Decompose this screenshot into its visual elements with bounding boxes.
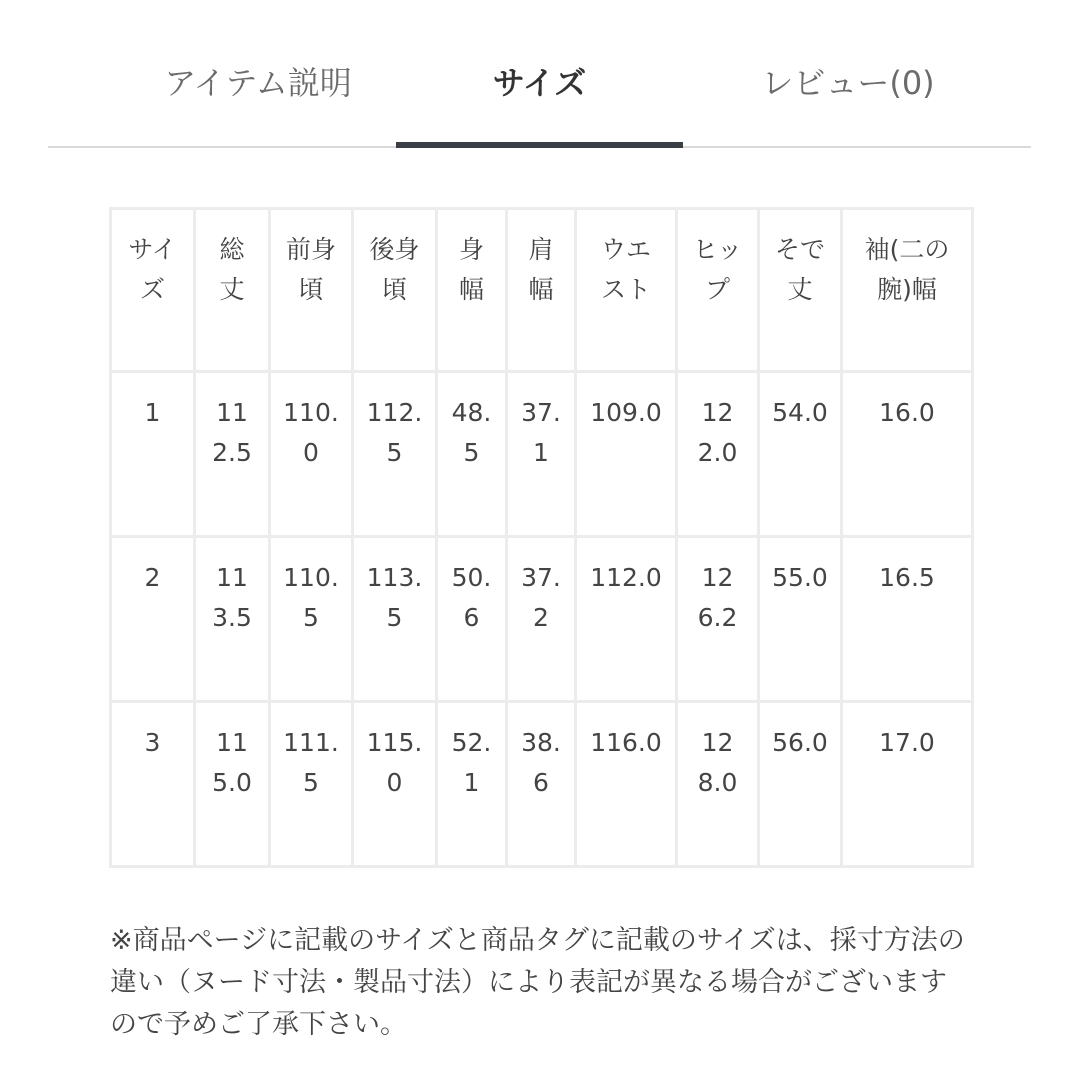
table-cell: 16.0 xyxy=(842,372,973,537)
table-cell: 112.0 xyxy=(576,537,677,702)
header-hip: ヒップ xyxy=(677,209,759,372)
table-cell: 48.5 xyxy=(437,372,507,537)
table-cell: 110.5 xyxy=(270,537,353,702)
table-cell: 112.5 xyxy=(195,372,270,537)
table-cell: 116.0 xyxy=(576,702,677,867)
table-row xyxy=(111,372,973,537)
table-cell: 111.5 xyxy=(270,702,353,867)
table-cell: 3 xyxy=(111,702,195,867)
table-cell: 122.0 xyxy=(677,372,759,537)
table-cell: 16.5 xyxy=(842,537,973,702)
table-cell: 115.0 xyxy=(195,702,270,867)
table-row xyxy=(111,537,973,702)
table-cell: 56.0 xyxy=(759,702,842,867)
table-cell: 110.0 xyxy=(270,372,353,537)
tab-item-description[interactable]: アイテム説明 xyxy=(164,64,352,102)
table-cell: 2 xyxy=(111,537,195,702)
header-back-length: 後身頃 xyxy=(353,209,437,372)
table-cell: 17.0 xyxy=(842,702,973,867)
table-cell: 37.2 xyxy=(507,537,576,702)
table-cell: 113.5 xyxy=(353,537,437,702)
table-cell: 128.0 xyxy=(677,702,759,867)
header-shoulder-width: 肩幅 xyxy=(507,209,576,372)
table-cell: 115.0 xyxy=(353,702,437,867)
header-total-length: 総丈 xyxy=(195,209,270,372)
header-upper-arm-width: 袖(二の腕)幅 xyxy=(842,209,973,372)
table-cell: 54.0 xyxy=(759,372,842,537)
tab-reviews[interactable]: レビュー(0) xyxy=(761,64,935,102)
tab-size[interactable]: サイズ xyxy=(492,64,587,102)
table-cell: 52.1 xyxy=(437,702,507,867)
size-table xyxy=(109,207,974,868)
table-header-row xyxy=(111,209,973,372)
table-cell: 55.0 xyxy=(759,537,842,702)
table-cell: 1 xyxy=(111,372,195,537)
header-sleeve-length: そで丈 xyxy=(759,209,842,372)
table-cell: 112.5 xyxy=(353,372,437,537)
header-size: サイズ xyxy=(111,209,195,372)
header-front-length: 前身頃 xyxy=(270,209,353,372)
size-disclaimer-note: ※商品ページに記載のサイズと商品タグに記載のサイズは、採寸方法の違い（ヌード寸法・製品寸法）により表記が異なる場合がございますので予めご了承下さい。 xyxy=(110,925,965,1040)
active-tab-indicator xyxy=(396,142,683,148)
header-body-width: 身幅 xyxy=(437,209,507,372)
table-cell: 50.6 xyxy=(437,537,507,702)
tab-bar xyxy=(48,0,1031,148)
table-cell: 126.2 xyxy=(677,537,759,702)
header-waist: ウエスト xyxy=(576,209,677,372)
table-cell: 37.1 xyxy=(507,372,576,537)
table-cell: 113.5 xyxy=(195,537,270,702)
table-row xyxy=(111,702,973,867)
table-cell: 38.6 xyxy=(507,702,576,867)
table-cell: 109.0 xyxy=(576,372,677,537)
